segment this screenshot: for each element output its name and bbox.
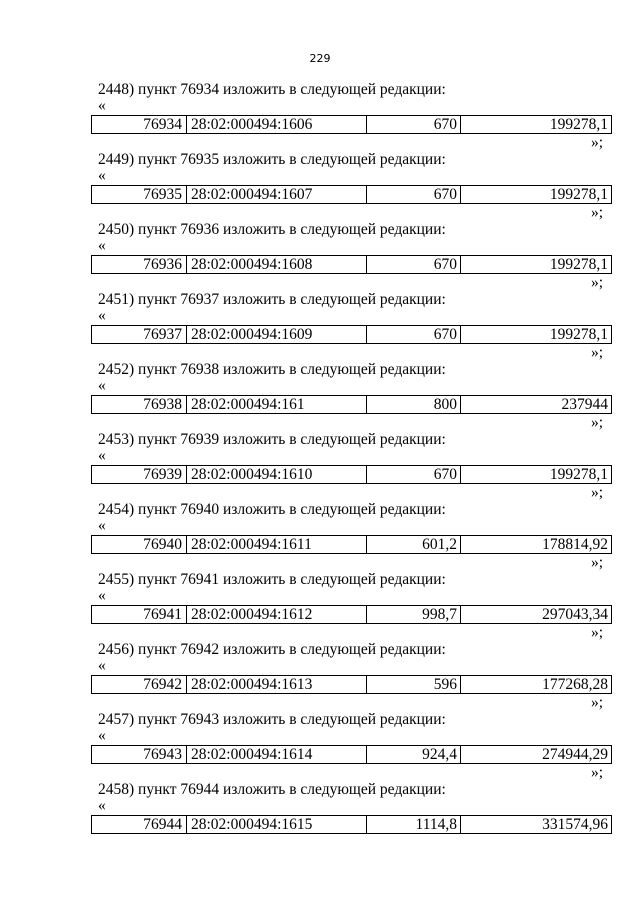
cell-cadastral-value: 274944,29 — [460, 746, 611, 763]
cell-area: 998,7 — [366, 606, 460, 623]
cell-cadastral-value: 199278,1 — [460, 326, 611, 343]
cell-cadastral-value: 199278,1 — [460, 256, 611, 273]
open-quote: « — [98, 727, 106, 744]
cell-cadastral-number: 28:02:000494:1610 — [186, 466, 366, 483]
open-quote: « — [98, 377, 106, 394]
cell-cadastral-value: 297043,34 — [460, 606, 611, 623]
open-quote: « — [98, 657, 106, 674]
amendment-heading: 2450) пункт 76936 изложить в следующей редакции: — [98, 221, 446, 238]
table-row — [91, 815, 612, 834]
table-row — [91, 535, 612, 554]
cell-area: 670 — [366, 116, 460, 133]
amendment-heading: 2457) пункт 76943 изложить в следующей редакции: — [98, 711, 446, 728]
amendment-block — [91, 501, 611, 571]
open-quote: « — [98, 97, 106, 114]
amendment-block — [91, 781, 611, 851]
amendment-heading: 2449) пункт 76935 изложить в следующей редакции: — [98, 151, 446, 168]
cell-cadastral-number: 28:02:000494:1607 — [186, 186, 366, 203]
amendment-heading: 2452) пункт 76938 изложить в следующей редакции: — [98, 361, 446, 378]
cell-area: 800 — [366, 396, 460, 413]
amendment-block — [91, 361, 611, 431]
table-row — [91, 115, 612, 134]
cell-item-number: 76940 — [143, 536, 182, 553]
amendment-block — [91, 291, 611, 361]
cell-area: 670 — [366, 466, 460, 483]
cell-area: 924,4 — [366, 746, 460, 763]
cell-area: 596 — [366, 676, 460, 693]
cell-item-number: 76935 — [143, 186, 182, 203]
close-quote: »; — [590, 344, 603, 361]
cell-item-number: 76944 — [143, 816, 182, 833]
cell-cadastral-number: 28:02:000494:1611 — [186, 536, 366, 553]
cell-area: 670 — [366, 326, 460, 343]
cell-area: 1114,8 — [366, 816, 460, 833]
cell-area: 670 — [366, 256, 460, 273]
cell-cadastral-number: 28:02:000494:1613 — [186, 676, 366, 693]
amendment-block — [91, 151, 611, 221]
amendment-heading: 2451) пункт 76937 изложить в следующей редакции: — [98, 291, 446, 308]
amendment-heading: 2458) пункт 76944 изложить в следующей редакции: — [98, 781, 446, 798]
page-number: 229 — [309, 52, 331, 65]
amendment-heading: 2453) пункт 76939 изложить в следующей редакции: — [98, 431, 446, 448]
amendment-block — [91, 431, 611, 501]
close-quote: »; — [590, 624, 603, 641]
document-body — [91, 81, 611, 851]
close-quote: »; — [590, 694, 603, 711]
cell-item-number: 76941 — [143, 606, 182, 623]
table-row — [91, 465, 612, 484]
cell-cadastral-value: 199278,1 — [460, 186, 611, 203]
cell-cadastral-number: 28:02:000494:1606 — [186, 116, 366, 133]
close-quote: »; — [590, 764, 603, 781]
amendment-block — [91, 711, 611, 781]
cell-cadastral-number: 28:02:000494:161 — [186, 396, 366, 413]
amendment-block — [91, 571, 611, 641]
cell-item-number: 76942 — [143, 676, 182, 693]
cell-cadastral-value: 178814,92 — [460, 536, 611, 553]
cell-item-number: 76936 — [143, 256, 182, 273]
cell-cadastral-value: 199278,1 — [460, 466, 611, 483]
amendment-block — [91, 81, 611, 151]
cell-item-number: 76943 — [143, 746, 182, 763]
open-quote: « — [98, 167, 106, 184]
amendment-heading: 2456) пункт 76942 изложить в следующей редакции: — [98, 641, 446, 658]
close-quote: »; — [590, 274, 603, 291]
table-row — [91, 745, 612, 764]
table-row — [91, 675, 612, 694]
cell-item-number: 76934 — [143, 116, 182, 133]
close-quote: »; — [590, 414, 603, 431]
table-row — [91, 255, 612, 274]
amendment-heading: 2455) пункт 76941 изложить в следующей редакции: — [98, 571, 446, 588]
amendment-block — [91, 641, 611, 711]
cell-cadastral-value: 237944 — [460, 396, 611, 413]
table-row — [91, 395, 612, 414]
amendment-heading: 2448) пункт 76934 изложить в следующей редакции: — [98, 81, 446, 98]
open-quote: « — [98, 517, 106, 534]
cell-area: 670 — [366, 186, 460, 203]
close-quote: »; — [590, 554, 603, 571]
table-row — [91, 185, 612, 204]
amendment-block — [91, 221, 611, 291]
cell-cadastral-number: 28:02:000494:1615 — [186, 816, 366, 833]
cell-cadastral-number: 28:02:000494:1612 — [186, 606, 366, 623]
close-quote: »; — [590, 134, 603, 151]
cell-cadastral-number: 28:02:000494:1608 — [186, 256, 366, 273]
cell-item-number: 76937 — [143, 326, 182, 343]
cell-item-number: 76938 — [143, 396, 182, 413]
cell-cadastral-value: 331574,96 — [460, 816, 611, 833]
open-quote: « — [98, 307, 106, 324]
close-quote: »; — [590, 204, 603, 221]
close-quote: »; — [590, 484, 603, 501]
open-quote: « — [98, 797, 106, 814]
cell-cadastral-number: 28:02:000494:1614 — [186, 746, 366, 763]
table-row — [91, 605, 612, 624]
open-quote: « — [98, 447, 106, 464]
cell-cadastral-value: 199278,1 — [460, 116, 611, 133]
cell-cadastral-value: 177268,28 — [460, 676, 611, 693]
cell-area: 601,2 — [366, 536, 460, 553]
cell-item-number: 76939 — [143, 466, 182, 483]
amendment-heading: 2454) пункт 76940 изложить в следующей редакции: — [98, 501, 446, 518]
table-row — [91, 325, 612, 344]
open-quote: « — [98, 237, 106, 254]
cell-cadastral-number: 28:02:000494:1609 — [186, 326, 366, 343]
open-quote: « — [98, 587, 106, 604]
